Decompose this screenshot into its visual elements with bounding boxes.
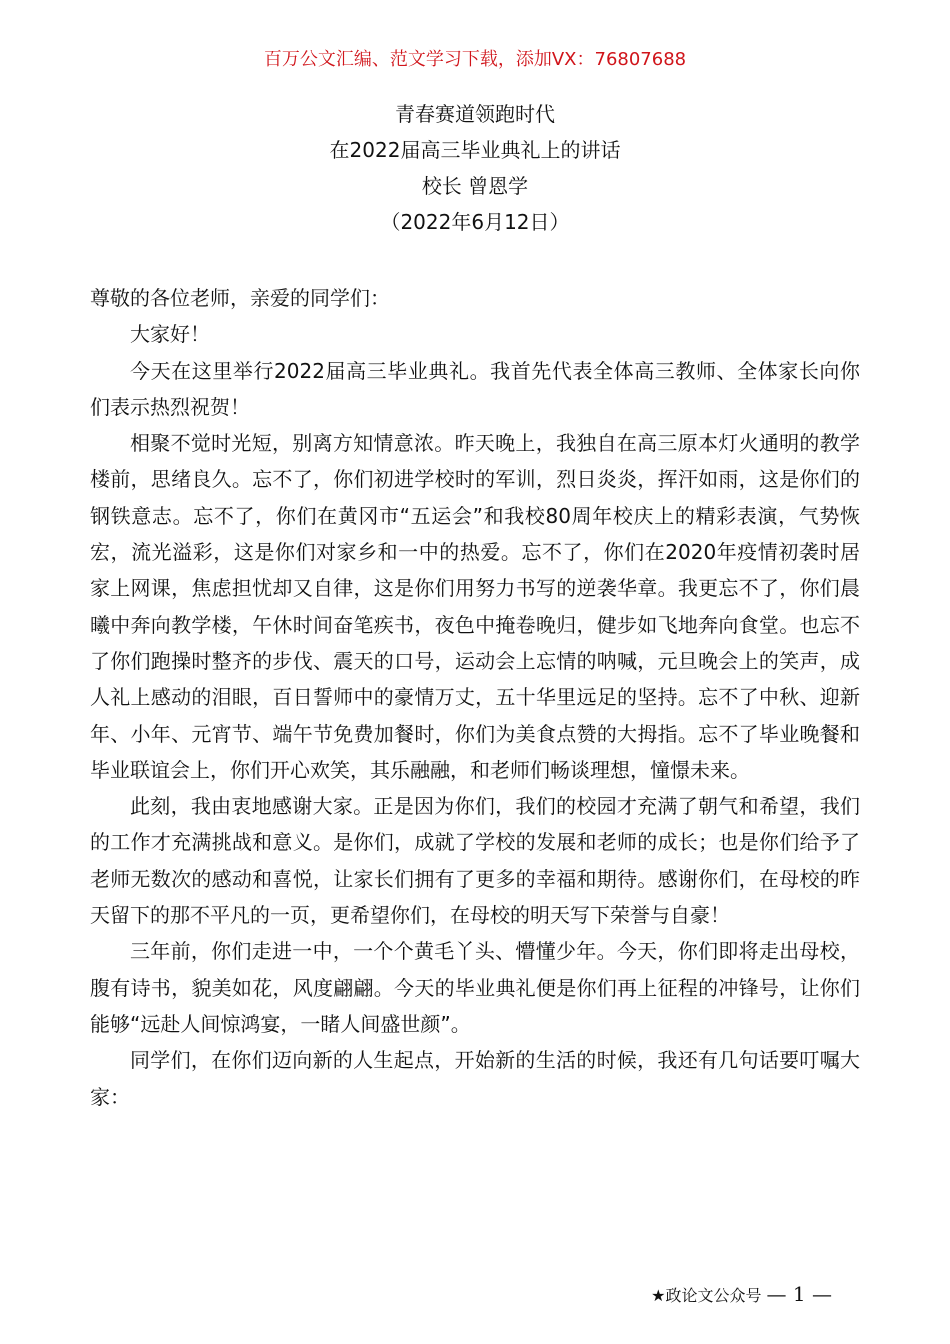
document-subtitle: 在2022届高三毕业典礼上的讲话 [329,138,621,162]
salutation: 尊敬的各位老师，亲爱的同学们： [90,286,390,310]
title-block [0,96,950,240]
paragraph: 相聚不觉时光短，别离方知情意浓。昨天晚上，我独自在高三原本灯火通明的教学楼前，思绪良久。忘不了，你们初进学校时的军训，烈日炎炎，挥汗如雨，这是你们的钢铁意志。忘不了，你们在黄冈市“五运会”和我校80周年校庆上的精彩表演，气势恢宏，流光溢彩，这是你们对家乡和一中的热爱。忘不了，你们在2020年疫情初袭时居家上网课，焦虑担忧却又自律，这是你们用努力书写的逆袭华章。我更忘不了，你们晨曦中奔向教学楼，午休时间奋笔疾书，夜色中掩卷晚归，健步如飞地奔向食堂。也忘不了你们跑操时整齐的步伐、震天的口号，运动会上忘情的呐喊，元旦晚会上的笑声，成人礼上感动的泪眼，百日誓师中的豪情万丈，五十华里远足的坚持。忘不了中秋、迎新年、小年、元宵节、端午节免费加餐时，你们为美食点赞的大拇指。忘不了毕业晚餐和毕业联谊会上，你们开心欢笑，其乐融融，和老师们畅谈理想，憧憬未来。 [90,431,860,782]
footer-source: ★政论文公众号 [651,1286,762,1305]
paragraph: 同学们，在你们迈向新的人生起点，开始新的生活的时候，我还有几句话要叮嘱大家： [90,1048,860,1109]
document-date: （2022年6月12日） [380,210,570,234]
page-footer [651,1280,832,1310]
promo-banner: 百万公文汇编、范文学习下载，添加VX：76807688 [263,49,687,70]
paragraph: 三年前，你们走进一中，一个个黄毛丫头、懵懂少年。今天，你们即将走出母校，腹有诗书，貌美如花，风度翩翩。今天的毕业典礼便是你们再上征程的冲锋号，让你们能够“远赴人间惊鸿宴，一睹人间盛世颜”。 [90,939,860,1036]
document-title: 青春赛道领跑时代 [395,102,555,126]
speech-body [90,280,860,1115]
paragraph: 此刻，我由衷地感谢大家。正是因为你们，我们的校园才充满了朝气和希望，我们的工作才充满挑战和意义。是你们，成就了学校的发展和老师的成长；也是你们给予了老师无数次的感动和喜悦，让家长们拥有了更多的幸福和期待。感谢你们，在母校的昨天留下的那不平凡的一页，更希望你们，在母校的明天写下荣誉与自豪！ [90,794,860,928]
paragraph: 今天在这里举行2022届高三毕业典礼。我首先代表全体高三教师、全体家长向你们表示热烈祝贺！ [90,358,860,419]
page-number: — 1 — [766,1282,832,1306]
paragraph: 大家好！ [130,322,210,347]
document-author: 校长 曾恩学 [421,174,529,198]
